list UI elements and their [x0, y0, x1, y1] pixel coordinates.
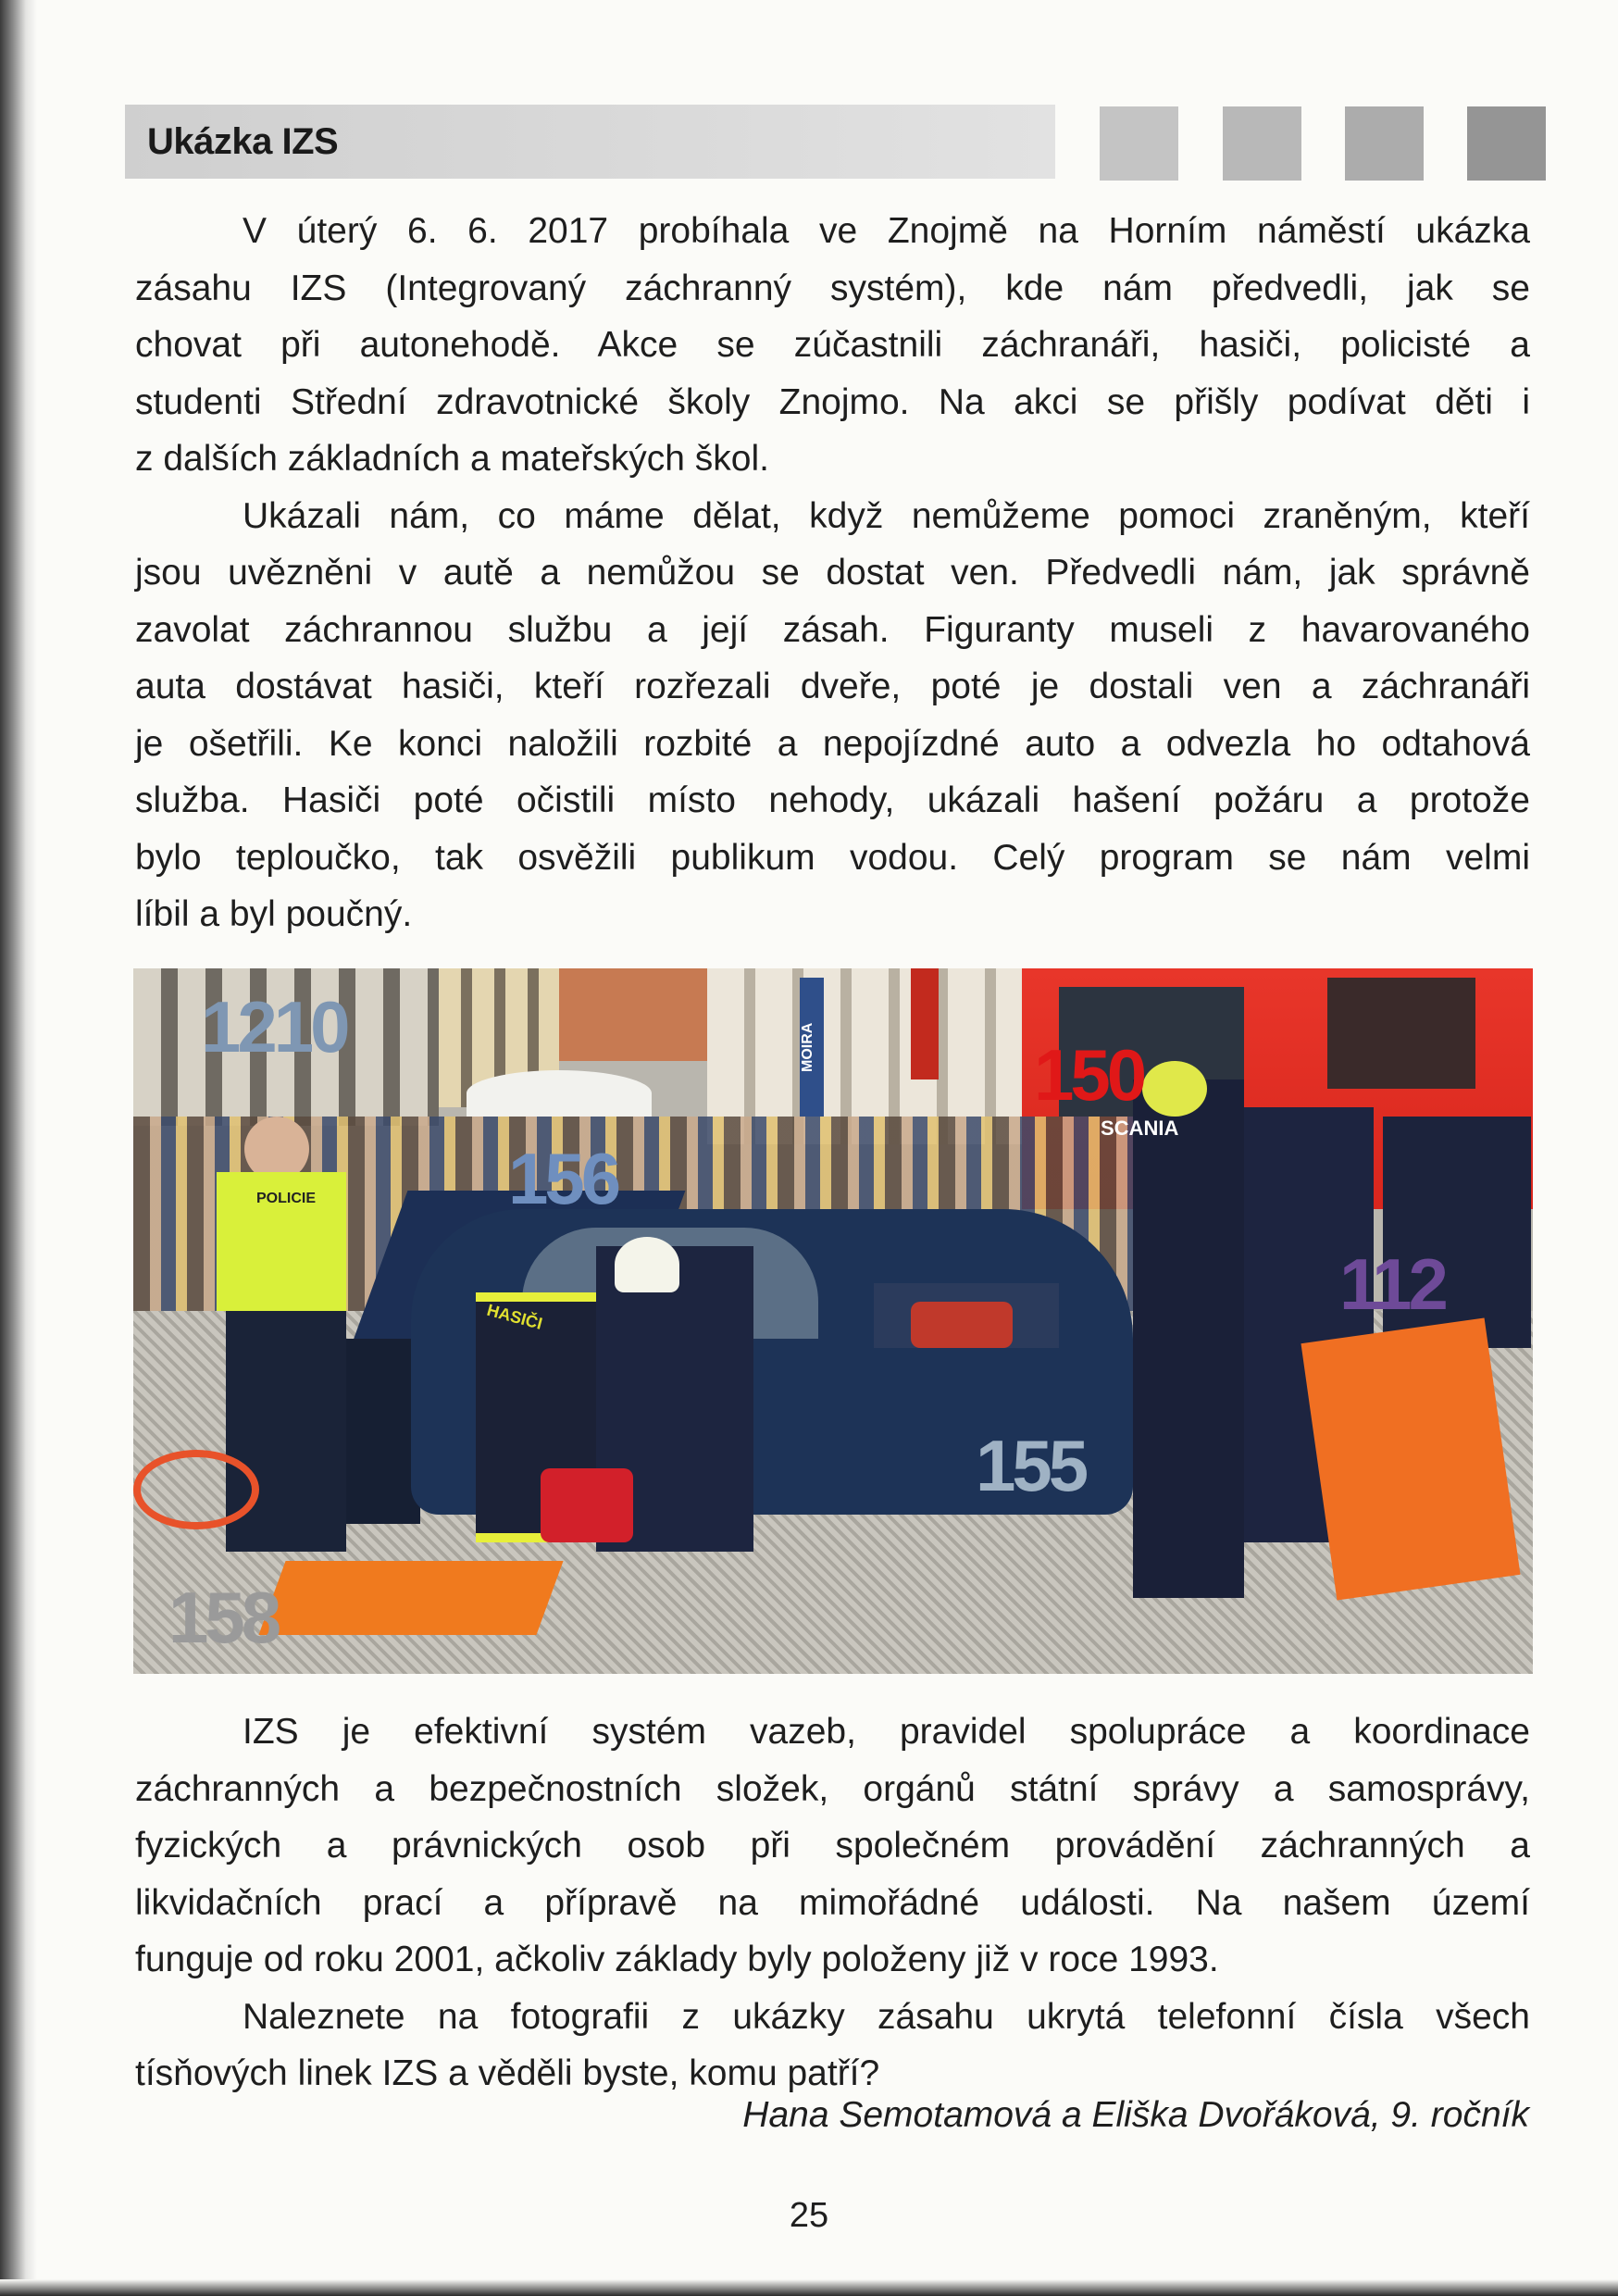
- header-decor-square: [1345, 106, 1424, 181]
- scan-edge: [0, 2279, 1618, 2296]
- paragraph-line: likvidačních prací a přípravě na mimořádné události. Na našem území: [135, 1882, 1530, 1923]
- paragraph-line: služba. Hasiči poté očistili místo nehody, ukázali hašení požáru a protože: [135, 780, 1530, 820]
- number-156: 156: [508, 1138, 618, 1219]
- paragraph-line: V úterý 6. 6. 2017 probíhala ve Znojmě na Horním náměstí ukázka: [243, 211, 1530, 251]
- paragraph-line: fyzických a právnických osob při společném provádění záchranných a: [135, 1826, 1530, 1866]
- hidden-number: [508, 1138, 618, 1219]
- article-body-top: [135, 203, 1530, 943]
- paragraph-line: chovat při autonehodě. Akce se zúčastnili záchranáři, hasiči, policisté a: [135, 325, 1530, 365]
- number-112: 112: [1339, 1243, 1445, 1325]
- page-number: 25: [789, 2196, 829, 2235]
- paragraph-line: jsou uvězněni v autě a nemůžou se dostat ven. Předvedli nám, jak správně: [135, 553, 1530, 593]
- header-decor-square: [1100, 106, 1178, 181]
- number-1210: 1210: [201, 986, 347, 1067]
- paragraph-line: zavolat záchrannou službu a její zásah. Figuranty museli z havarovaného: [135, 609, 1530, 650]
- paragraph-line: Naleznete na fotografii z ukázky zásahu ukrytá telefonní čísla všech: [243, 1996, 1530, 2037]
- moira-banner: MOIRA: [800, 978, 824, 1117]
- paragraph-line: je ošetřili. Ke konci naložili rozbité a nepojízdné auto a odvezla ho odtahová: [135, 723, 1530, 764]
- number-155: 155: [976, 1425, 1086, 1506]
- hidden-number: [1034, 1034, 1144, 1116]
- paragraph-line: zásahu IZS (Integrovaný záchranný systém), kde nám předvedli, jak se: [135, 268, 1530, 308]
- article-author: Hana Semotamová a Eliška Dvořáková, 9. ročník: [742, 2095, 1529, 2135]
- hidden-number: [1339, 1243, 1445, 1325]
- firefighter-label: HASIČI: [484, 1300, 545, 1333]
- header-decor-square: [1467, 106, 1546, 181]
- header-decor-square: [1223, 106, 1301, 181]
- paragraph-line: funguje od roku 2001, ačkoliv základy byly položeny již v roce 1993.: [135, 1940, 1219, 1979]
- section-header: [125, 105, 1055, 179]
- paragraph-line: bylo teploučko, tak osvěžili publikum vodou. Celý program se nám velmi: [135, 837, 1530, 878]
- number-150: 150: [1034, 1034, 1144, 1116]
- paragraph-line: tísňových linek IZS a věděli byste, komu patří?: [135, 2053, 880, 2093]
- paragraph-line: IZS je efektivní systém vazeb, pravidel spolupráce a koordinace: [243, 1712, 1530, 1752]
- paragraph-line: líbil a byl poučný.: [135, 894, 413, 934]
- section-title: Ukázka IZS: [147, 121, 339, 162]
- hidden-number: [168, 1577, 279, 1658]
- paragraph-line: z dalších základních a mateřských škol.: [135, 439, 769, 479]
- book-binding-shadow: [0, 0, 37, 2296]
- paragraph-line: záchranných a bezpečnostních složek, orgánů státní správy a samosprávy,: [135, 1768, 1530, 1809]
- police-vest-label: POLICIE: [255, 1191, 316, 1206]
- hidden-number: [201, 986, 347, 1067]
- event-photo: [133, 968, 1533, 1674]
- article-body-bottom: [135, 1703, 1530, 2103]
- paragraph-line: studenti Střední zdravotnické školy Znojmo. Na akci se přišly podívat děti i: [135, 381, 1530, 422]
- paragraph-line: auta dostávat hasiči, kteří rozřezali dveře, poté je dostali ven a záchranáři: [135, 667, 1530, 706]
- number-158: 158: [168, 1577, 279, 1658]
- truck-brand: SCANIA: [1101, 1117, 1179, 1140]
- hidden-number: [976, 1425, 1086, 1506]
- paragraph-line: Ukázali nám, co máme dělat, když nemůžeme pomoci zraněným, kteří: [243, 495, 1530, 536]
